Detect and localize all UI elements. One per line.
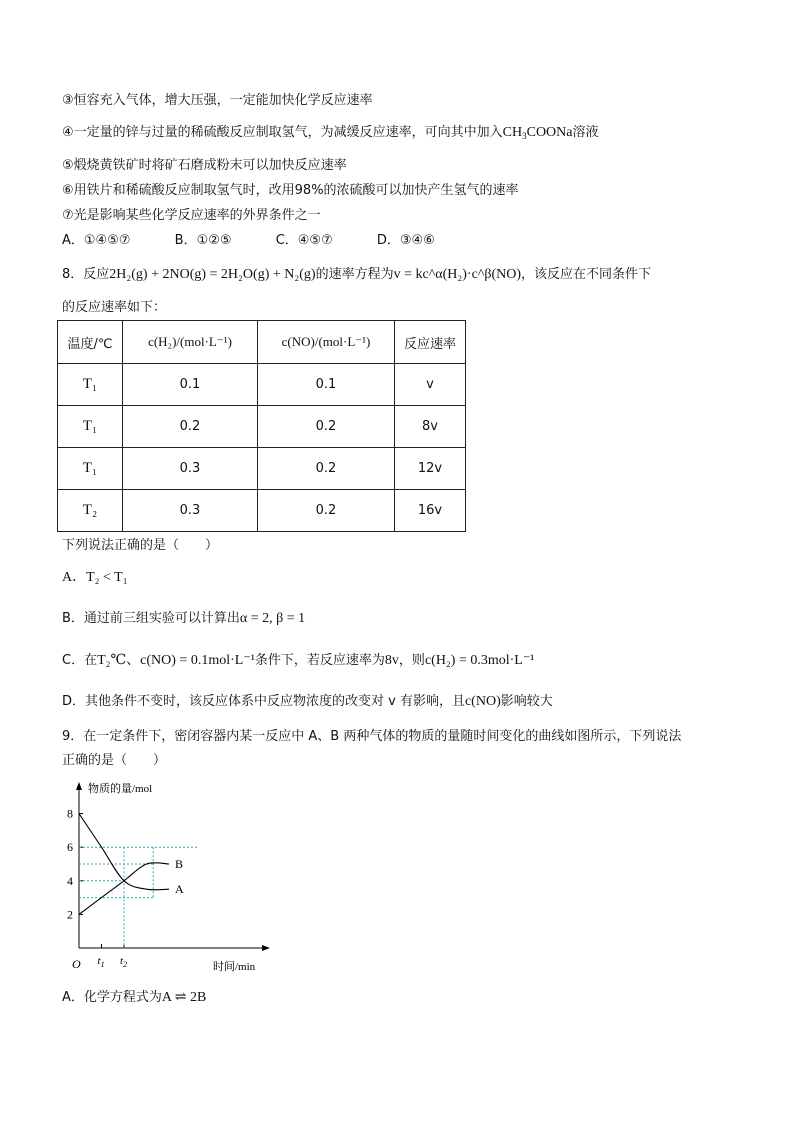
header-temperature: 温度/℃ [58, 321, 123, 364]
x-tick-label: $t_1$ [97, 955, 105, 969]
q8-option-c-rate: 8v [384, 653, 399, 668]
statement-7: ⑦光是影响某些化学反应速率的外界条件之一 [62, 208, 321, 223]
y-tick-label: 6 [67, 840, 73, 855]
q8-option-d-text: D．其他条件不变时，该反应体系中反应物浓度的改变对 v 有影响，且 [62, 694, 465, 709]
q8-question: 下列说法正确的是（ ） [62, 538, 219, 553]
cell-temp: T₂ [58, 490, 123, 532]
q8-option-c-condition: T₂℃、c(NO) = 0.1mol·L⁻¹ [97, 653, 255, 668]
q8-option-c-result: c(H₂) = 0.3mol·L⁻¹ [424, 653, 535, 668]
cell-rate: 12v [395, 448, 466, 490]
q7-option-d[interactable]: D．③④⑥ [376, 233, 435, 248]
table-row [58, 364, 466, 406]
y-axis-arrow [76, 782, 82, 790]
x-tick-label: $t_2$ [120, 955, 128, 969]
cell-no: 0.1 [258, 364, 395, 406]
q8-option-d-suffix: 影响较大 [500, 694, 553, 709]
statement-3: ③恒容充入气体，增大压强，一定能加快化学反应速率 [62, 93, 373, 108]
statement-4-formula: $CH_3COONa$ [502, 125, 573, 141]
q8-option-d[interactable] [62, 693, 553, 711]
cell-h2: 0.3 [123, 448, 258, 490]
y-tick-label: 2 [67, 907, 73, 922]
q8-number: 8．反应 [62, 267, 110, 282]
cell-no: 0.2 [258, 448, 395, 490]
q8-option-a[interactable]: A．T₂ < T₁ [62, 570, 128, 585]
q8-option-b-math: α = 2, β = 1 [239, 611, 306, 626]
series-A-label: A [175, 882, 184, 897]
statement-4 [62, 124, 599, 145]
header-no-concentration: c(NO)/(mol·L⁻¹) [258, 321, 395, 364]
cell-rate: 16v [395, 490, 466, 532]
q8-equation: 2H₂(g) + 2NO(g) = 2H₂O(g) + N₂(g) [109, 267, 316, 282]
table-row [58, 448, 466, 490]
q7-option-a[interactable]: A．①④⑤⑦ [62, 233, 131, 248]
header-rate: 反应速率 [395, 321, 466, 364]
rate-table [57, 320, 466, 532]
cell-temp: T₁ [58, 448, 123, 490]
q8-intro-mid: 的速率方程为 [315, 267, 394, 282]
q7-options [62, 232, 475, 250]
q8-option-c-then: ，则 [398, 653, 425, 668]
q9-option-a-equation: A ⇌ 2B [161, 990, 207, 1005]
q8-rate-equation: v = kc^α(H₂)·c^β(NO) [393, 267, 522, 282]
cell-h2: 0.2 [123, 406, 258, 448]
q8-option-b-text: B．通过前三组实验可以计算出 [62, 611, 240, 626]
table-row [58, 406, 466, 448]
cell-rate: v [395, 364, 466, 406]
q8-option-d-species: c(NO) [464, 694, 501, 709]
q8-option-c-text: 条件下，若反应速率为 [254, 653, 385, 668]
cell-temp: T₁ [58, 406, 123, 448]
series-B-label: B [175, 857, 184, 871]
statement-4-text: ④一定量的锌与过量的稀硫酸反应制取氢气，为减缓反应速率，可向其中加入 [62, 125, 503, 140]
q9-option-a-text: A．化学方程式为 [62, 990, 162, 1005]
cell-h2: 0.1 [123, 364, 258, 406]
q8-intro [62, 266, 651, 284]
statement-5: ⑤煅烧黄铁矿时将矿石磨成粉末可以加快反应速率 [62, 158, 347, 173]
q7-option-b[interactable]: B．①②⑤ [174, 233, 232, 248]
cell-rate: 8v [395, 406, 466, 448]
q7-option-c[interactable]: C．④⑤⑦ [275, 233, 333, 248]
table-header-row [58, 321, 466, 364]
q9-option-a[interactable] [62, 989, 206, 1007]
y-axis-label: 物质的量/mol [88, 783, 153, 795]
q8-intro-line2: 的反应速率如下： [62, 300, 167, 315]
origin-label: O [72, 957, 81, 971]
y-tick-label: 8 [67, 806, 73, 821]
q9-line1: 9．在一定条件下，密闭容器内某一反应中 A、B 两种气体的物质的量随时间变化的曲线如图所示，下列说法 [62, 729, 682, 744]
table-row [58, 490, 466, 532]
statement-4-suffix: 溶液 [572, 125, 599, 140]
q8-option-b[interactable] [62, 610, 305, 628]
cell-h2: 0.3 [123, 490, 258, 532]
header-h2-concentration: c(H₂)/(mol·L⁻¹) [123, 321, 258, 364]
x-axis-label: 时间/min [213, 961, 256, 973]
q8-intro-suffix: ，该反应在不同条件下 [521, 267, 652, 282]
q9-line2: 正确的是（ ） [62, 753, 167, 768]
statement-6: ⑥用铁片和稀硫酸反应制取氢气时，改用98%的浓硫酸可以加快产生氢气的速率 [62, 183, 519, 198]
q8-option-c-label: C．在 [62, 653, 98, 668]
cell-temp: T₁ [58, 364, 123, 406]
q8-option-c[interactable] [62, 652, 534, 670]
y-tick-label: 4 [67, 873, 73, 888]
cell-no: 0.2 [258, 490, 395, 532]
x-axis-arrow [262, 945, 270, 951]
cell-no: 0.2 [258, 406, 395, 448]
amount-time-chart [58, 778, 288, 978]
